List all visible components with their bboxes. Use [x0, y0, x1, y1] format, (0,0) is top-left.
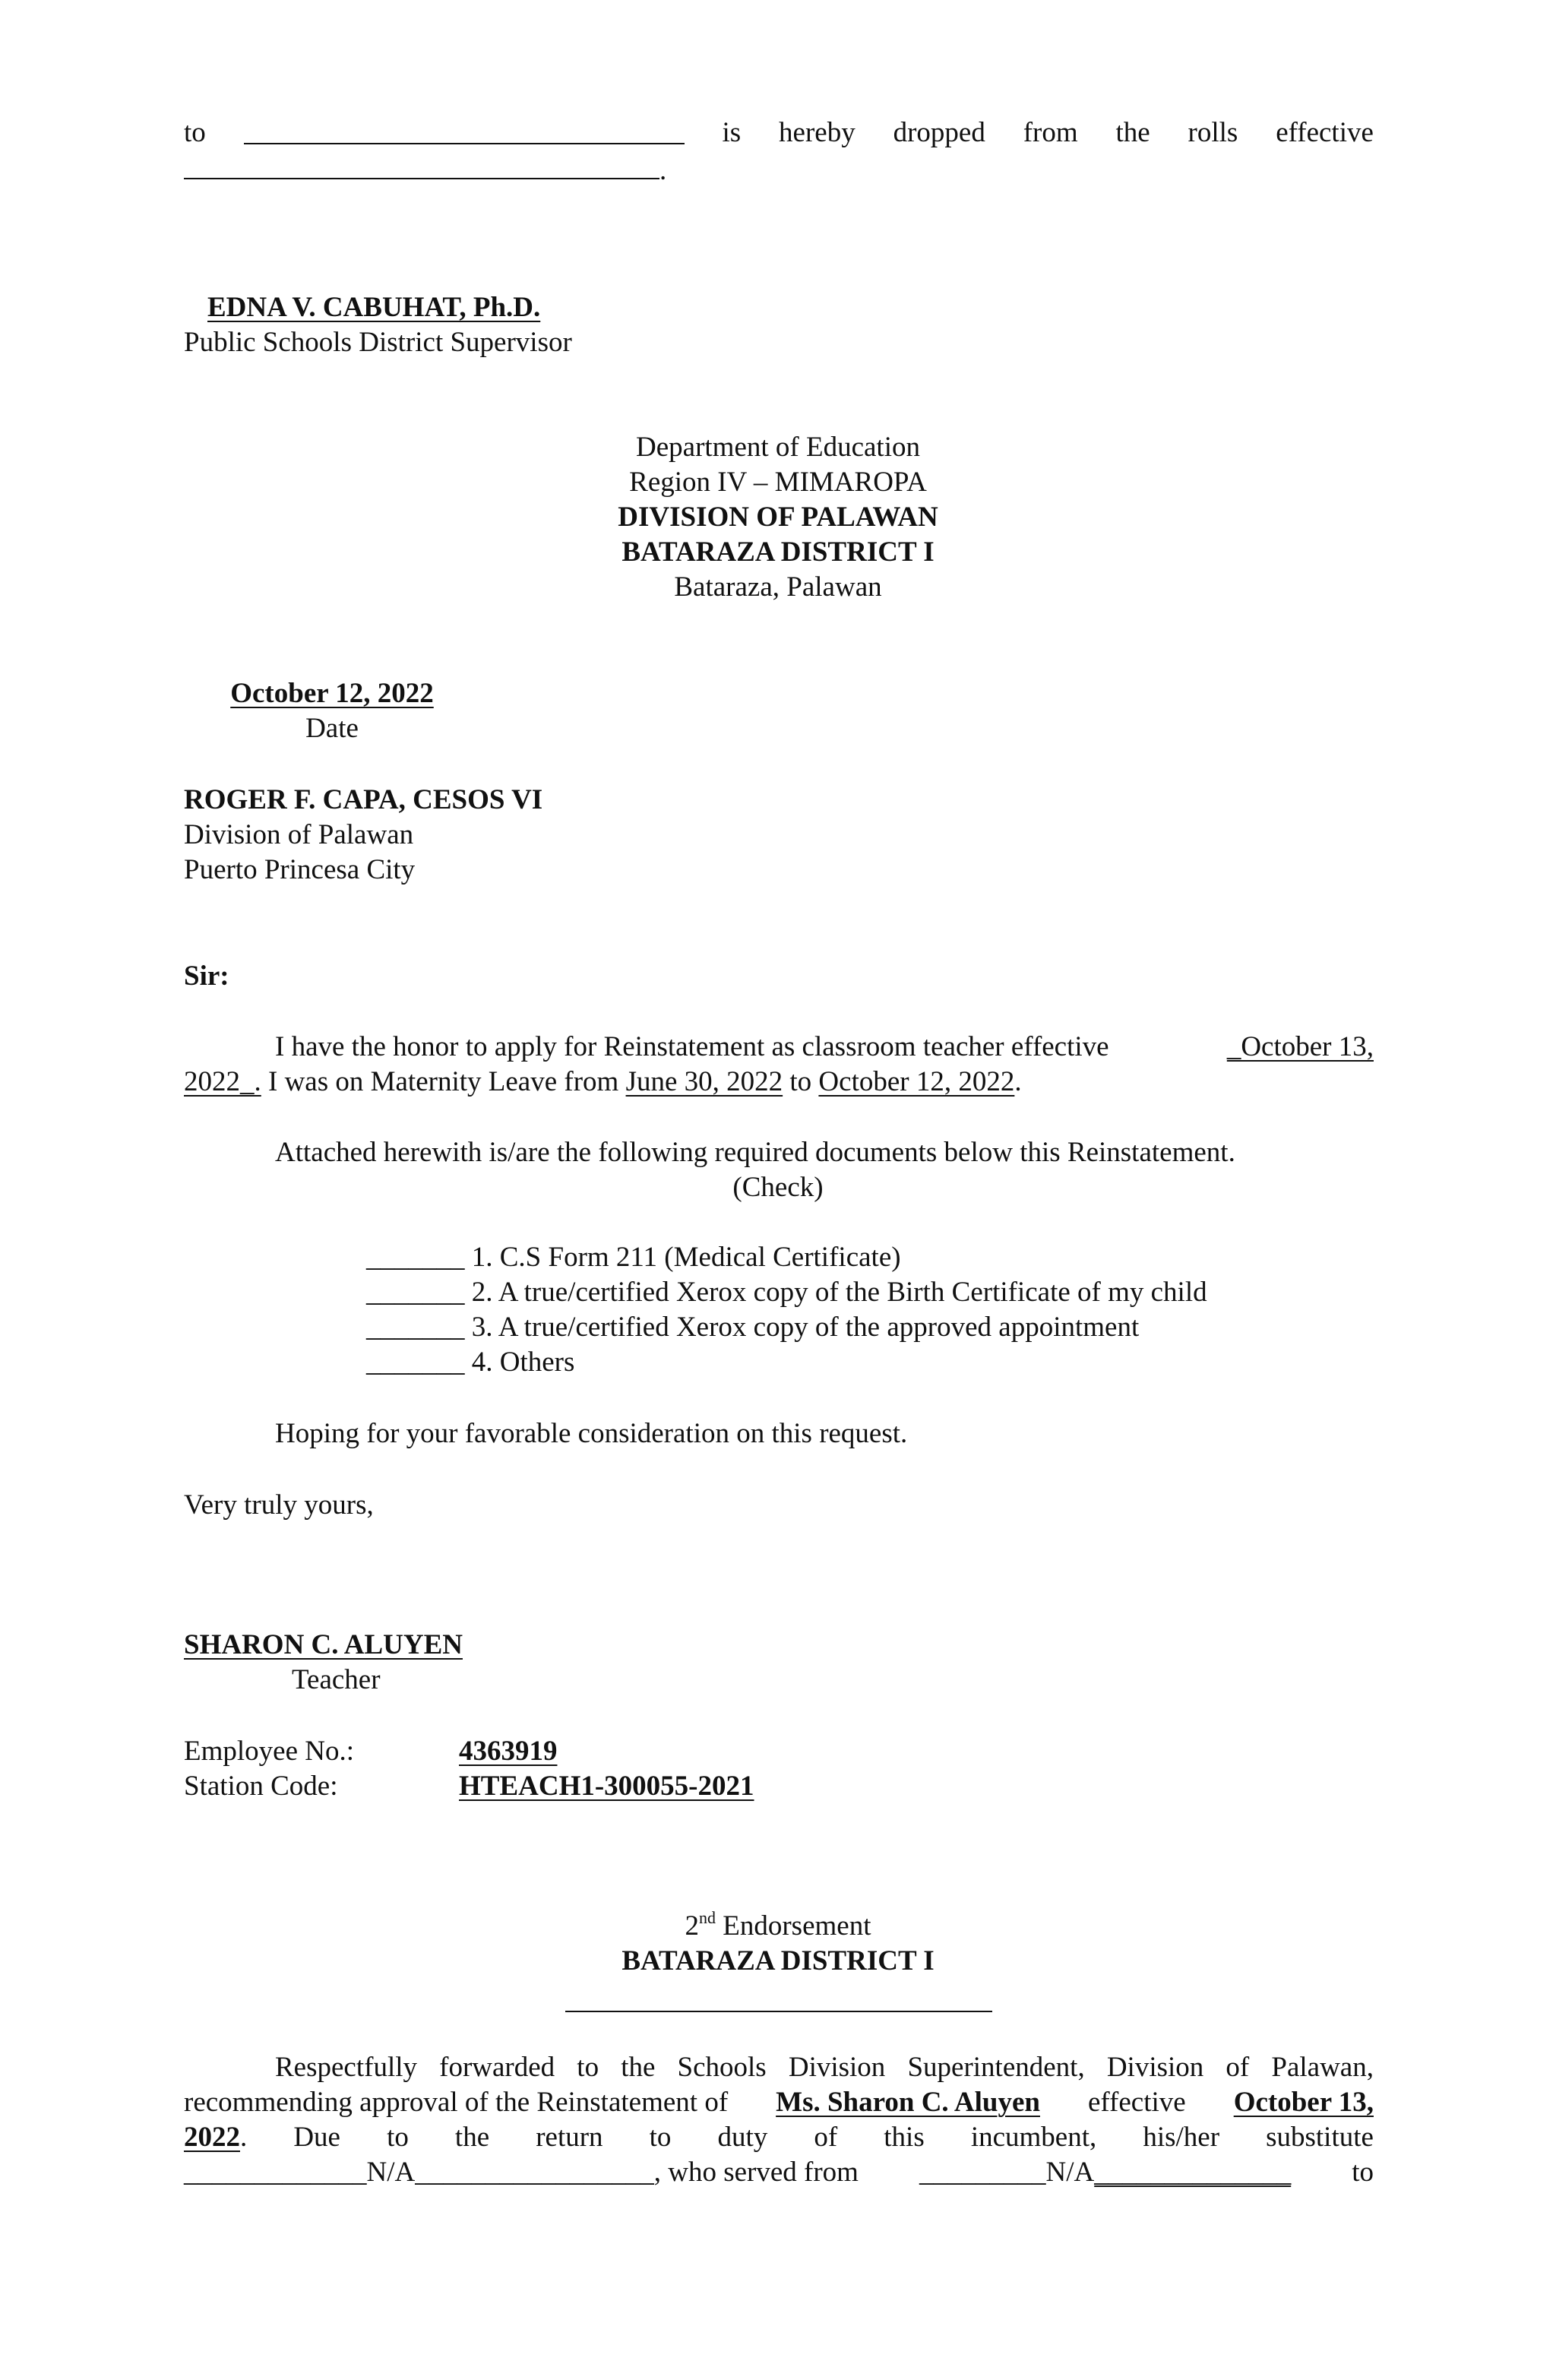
check-blank[interactable]: _______	[366, 1347, 465, 1378]
endorsement-district: BATARAZA DISTRICT I	[621, 1945, 935, 1976]
word: dropped	[893, 117, 985, 148]
check-blank[interactable]: _______	[366, 1242, 465, 1273]
blank-line	[184, 150, 659, 179]
letterhead-location: Bataraza, Palawan	[674, 571, 882, 603]
checklist	[366, 1240, 1207, 1380]
checklist-text: 3. A true/certified Xerox copy of the approved appointment	[471, 1312, 1140, 1343]
closing-hoping: Hoping for your favorable consideration on this request.	[275, 1418, 908, 1449]
letterhead-dept: Department of Education	[636, 432, 920, 463]
blank-line	[244, 116, 685, 144]
supervisor-name: EDNA V. CABUHAT, Ph.D.	[207, 292, 541, 323]
endorsement-number: 2	[685, 1910, 699, 1942]
effective-date: _October 13,	[1226, 1031, 1374, 1062]
word: to	[577, 2052, 599, 2083]
word: Division	[788, 2052, 886, 2083]
letterhead-division: DIVISION OF PALAWAN	[618, 502, 938, 533]
endorsement-line-3	[184, 2120, 1374, 2155]
leave-from-date: June 30, 2022	[625, 1066, 783, 1097]
leave-to-date: October 12, 2022	[818, 1066, 1015, 1097]
recipient-block	[184, 783, 542, 888]
endorsement-word: Endorsement	[723, 1910, 871, 1942]
substitute-name: _____________N/A_________________	[184, 2157, 654, 2188]
body-text: effective	[1087, 2087, 1186, 2118]
date-block	[184, 676, 480, 746]
dropped-line	[184, 116, 1374, 150]
served-from: _________N/A	[919, 2157, 1095, 2188]
recipient-city: Puerto Princesa City	[184, 854, 416, 885]
letterhead-district: BATARAZA DISTRICT I	[621, 536, 935, 568]
checklist-item	[366, 1275, 1207, 1310]
word: Division	[1106, 2052, 1204, 2083]
body-line-1	[184, 1030, 1374, 1065]
date-value: October 12, 2022	[230, 678, 434, 709]
dropped-line-2	[184, 150, 666, 188]
body-text: to	[789, 1066, 812, 1097]
checklist-item	[366, 1310, 1207, 1345]
word: rolls	[1188, 117, 1238, 148]
word: the	[621, 2052, 656, 2083]
body-text: I have the honor to apply for Reinstatement as classroom teacher effective	[275, 1031, 1109, 1062]
word: his/her	[1143, 2122, 1220, 2153]
word: to	[1352, 2157, 1374, 2188]
endorsement-line-4	[184, 2155, 1374, 2190]
word: the	[1115, 117, 1150, 148]
period: .	[659, 155, 667, 186]
word: .	[240, 2122, 248, 2153]
body-text: recommending approval of the Reinstatement of	[184, 2087, 729, 2118]
word: effective	[1276, 117, 1374, 148]
body-text: , who served from	[653, 2157, 859, 2188]
endorsement-heading	[474, 1909, 1082, 1944]
word: Respectfully	[275, 2052, 418, 2083]
body-text: I was on Maternity Leave from	[268, 1066, 619, 1097]
word: Schools	[677, 2052, 767, 2083]
recipient-division: Division of Palawan	[184, 819, 414, 850]
word: Superintendent,	[907, 2052, 1085, 2083]
checklist-text: 2. A true/certified Xerox copy of the Birth Certificate of my child	[471, 1277, 1207, 1308]
endorsement-divider	[565, 2011, 992, 2012]
checklist-item	[366, 1240, 1207, 1275]
station-code-value: HTEACH1-300055-2021	[459, 1771, 754, 1802]
closing-very-truly: Very truly yours,	[184, 1489, 374, 1521]
letterhead-region: Region IV – MIMAROPA	[629, 467, 927, 498]
word: to	[184, 117, 206, 148]
word: of	[814, 2122, 838, 2153]
reinstatement-date: October 13,	[1233, 2087, 1374, 2118]
word: return	[536, 2122, 603, 2153]
attached-text: Attached herewith is/are the following required documents below this Reinstatement.	[275, 1137, 1235, 1168]
word: of	[1226, 2052, 1250, 2083]
word: from	[1023, 117, 1078, 148]
teacher-name: Ms. Sharon C. Aluyen	[776, 2087, 1040, 2118]
checklist-item	[366, 1345, 1207, 1380]
recipient-name: ROGER F. CAPA, CESOS VI	[184, 784, 543, 815]
period: .	[1014, 1066, 1022, 1097]
letterhead	[398, 430, 1158, 605]
word: substitute	[1266, 2122, 1374, 2153]
date-label: Date	[305, 713, 359, 744]
check-blank[interactable]: _______	[366, 1312, 465, 1343]
signatory-name: SHARON C. ALUYEN	[184, 1629, 463, 1660]
word: this	[884, 2122, 925, 2153]
word: is	[722, 117, 742, 148]
effective-date-year: 2022_.	[184, 1066, 261, 1097]
word: hereby	[779, 117, 855, 148]
served-from-blank: ______________	[1094, 2157, 1292, 2188]
reinstatement-year: 2022	[184, 2122, 240, 2153]
word: to	[649, 2122, 672, 2153]
word: Due	[293, 2122, 340, 2153]
word: duty	[717, 2122, 768, 2153]
salutation: Sir:	[184, 961, 229, 992]
word: the	[454, 2122, 490, 2153]
employee-no-label: Employee No.:	[184, 1736, 355, 1767]
station-code-label: Station Code:	[184, 1771, 338, 1802]
endorsement-suffix: nd	[699, 1907, 716, 1927]
endorsement-line-1	[184, 2050, 1374, 2085]
checklist-text: 4. Others	[471, 1347, 575, 1378]
word: incumbent,	[970, 2122, 1097, 2153]
supervisor-title: Public Schools District Supervisor	[184, 327, 572, 358]
check-blank[interactable]: _______	[366, 1277, 465, 1308]
body-line-2	[184, 1065, 1022, 1100]
check-label: (Check)	[732, 1172, 824, 1203]
word: to	[387, 2122, 409, 2153]
word: forwarded	[439, 2052, 555, 2083]
employee-no-value: 4363919	[459, 1736, 558, 1767]
word: Palawan,	[1271, 2052, 1374, 2083]
checklist-text: 1. C.S Form 211 (Medical Certificate)	[471, 1242, 901, 1273]
signatory-title: Teacher	[292, 1664, 381, 1695]
endorsement-line-2	[184, 2085, 1374, 2120]
